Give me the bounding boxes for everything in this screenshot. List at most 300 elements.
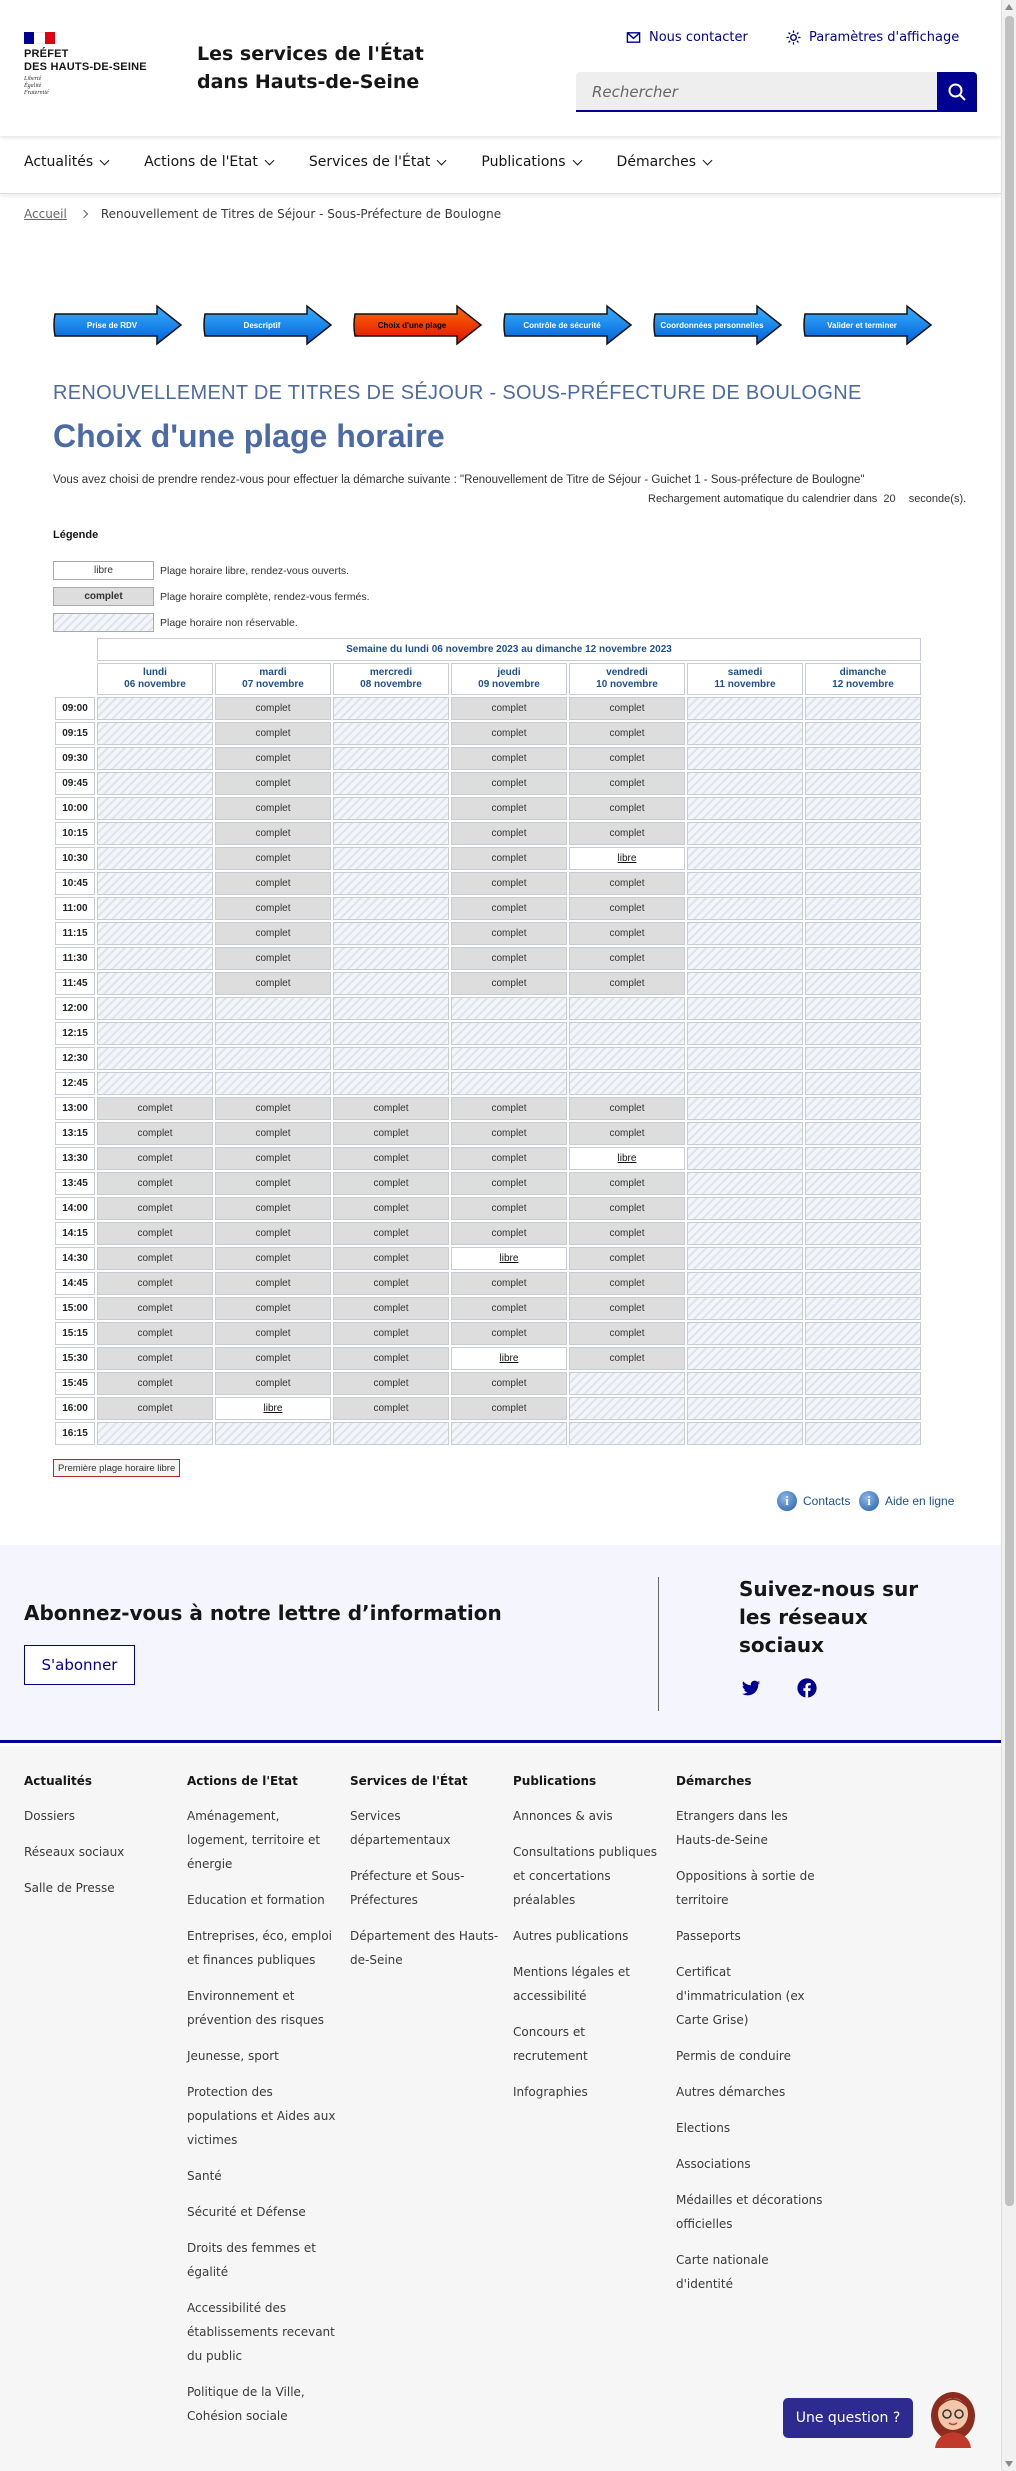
- slot-full: complet: [451, 1222, 567, 1245]
- slot-free-link[interactable]: libre: [499, 1353, 519, 1364]
- nav-item-label: Actions de l'Etat: [144, 154, 258, 170]
- slot-unavailable: [687, 1172, 803, 1195]
- slot-full: complet: [215, 1372, 331, 1395]
- slot-unavailable: [451, 997, 567, 1020]
- step-label: Valider et terminer: [827, 320, 897, 330]
- slot-unavailable: [451, 1422, 567, 1445]
- day-header: [333, 663, 449, 695]
- footer-link[interactable]: Sécurité et Défense: [187, 2205, 306, 2219]
- footer-column-title: Actions de l'Etat: [187, 1774, 298, 1788]
- slot-full: complet: [569, 947, 685, 970]
- reload-seconds: 20: [883, 493, 896, 505]
- footer-link[interactable]: Mentions légales et accessibilité: [513, 1965, 630, 2003]
- footer-link[interactable]: Education et formation: [187, 1893, 325, 1907]
- social-title: Suivez-nous sur les réseaux sociaux: [739, 1577, 919, 1657]
- footer-link[interactable]: Permis de conduire: [676, 2049, 791, 2063]
- slot-unavailable: [333, 822, 449, 845]
- slot-full: complet: [97, 1297, 213, 1320]
- slot-unavailable: [333, 1047, 449, 1070]
- slot-unavailable: [97, 872, 213, 895]
- step-label: Contrôle de sécurité: [523, 320, 601, 330]
- time-row: [55, 997, 921, 1020]
- footer-link[interactable]: Politique de la Ville, Cohésion sociale: [187, 2385, 305, 2423]
- slot-full: complet: [333, 1247, 449, 1270]
- footer-link[interactable]: Environnement et prévention des risques: [187, 1989, 325, 2027]
- slot-unavailable: [805, 1347, 921, 1370]
- time-label: 16:00: [55, 1397, 95, 1420]
- slot-unavailable: [805, 1047, 921, 1070]
- time-row: [55, 697, 921, 720]
- time-row: [55, 822, 921, 845]
- chevron-down-icon: [100, 155, 110, 165]
- chevron-down-icon: [264, 155, 274, 165]
- slot-unavailable: [687, 872, 803, 895]
- procedure-title: RENOUVELLEMENT DE TITRES DE SÉJOUR - SOUS-PRÉFECTURE DE BOULOGNE: [53, 382, 862, 404]
- day-header: [687, 663, 803, 695]
- footer-link[interactable]: Réseaux sociaux: [24, 1845, 125, 1859]
- display-settings-link[interactable]: [786, 30, 959, 45]
- footer-link[interactable]: Aménagement, logement, territoire et énergie: [187, 1809, 321, 1871]
- slot-full: complet: [451, 847, 567, 870]
- slot-full: complet: [97, 1322, 213, 1345]
- help-link[interactable]: [859, 1491, 954, 1511]
- slot-full: complet: [569, 1297, 685, 1320]
- slot-unavailable: [805, 847, 921, 870]
- slot-free[interactable]: [451, 1247, 567, 1270]
- slot-unavailable: [333, 1422, 449, 1445]
- slot-full: complet: [97, 1122, 213, 1145]
- slot-full: complet: [97, 1372, 213, 1395]
- time-row: [55, 1047, 921, 1070]
- slot-unavailable: [687, 1197, 803, 1220]
- devise-2: Égalité: [24, 83, 42, 89]
- time-label: 11:30: [55, 947, 95, 970]
- nav-item[interactable]: [144, 138, 273, 186]
- time-row: [55, 922, 921, 945]
- footer-link[interactable]: Etrangers dans les Hauts-de-Seine: [676, 1809, 788, 1847]
- time-row: [55, 1022, 921, 1045]
- time-row: [55, 1172, 921, 1195]
- slot-unavailable: [687, 897, 803, 920]
- slot-full: complet: [569, 1122, 685, 1145]
- time-label: 14:00: [55, 1197, 95, 1220]
- slot-unavailable: [333, 847, 449, 870]
- slot-full: complet: [333, 1397, 449, 1420]
- slot-free-link[interactable]: libre: [617, 853, 637, 864]
- slot-free[interactable]: [569, 847, 685, 870]
- slot-full: complet: [451, 947, 567, 970]
- slot-full: complet: [97, 1222, 213, 1245]
- time-row: [55, 797, 921, 820]
- day-date: 11 novembre: [714, 679, 776, 690]
- slot-full: complet: [451, 822, 567, 845]
- slot-unavailable: [687, 797, 803, 820]
- slot-full: complet: [569, 872, 685, 895]
- slot-unavailable: [569, 1047, 685, 1070]
- slot-unavailable: [333, 947, 449, 970]
- slot-full: complet: [333, 1147, 449, 1170]
- nav-item-label: Publications: [481, 154, 566, 170]
- contacts-label: Contacts: [803, 1494, 851, 1508]
- day-date: 06 novembre: [124, 679, 186, 690]
- slot-unavailable: [805, 772, 921, 795]
- slot-full: complet: [333, 1372, 449, 1395]
- search-bar: [576, 72, 977, 112]
- slot-full: complet: [451, 1372, 567, 1395]
- slot-full: complet: [569, 772, 685, 795]
- time-label: 09:30: [55, 747, 95, 770]
- slot-full: complet: [451, 797, 567, 820]
- footer-link[interactable]: Dossiers: [24, 1809, 75, 1823]
- day-name: vendredi: [606, 667, 648, 678]
- day-name: mercredi: [369, 667, 413, 678]
- nav-item-label: Actualités: [24, 154, 94, 170]
- slot-unavailable: [333, 997, 449, 1020]
- time-row: [55, 1097, 921, 1120]
- slot-unavailable: [687, 772, 803, 795]
- step-progress: [53, 304, 933, 346]
- slot-unavailable: [215, 997, 331, 1020]
- footer-link[interactable]: Elections: [676, 2121, 731, 2135]
- slot-free[interactable]: [451, 1347, 567, 1370]
- legend-full-box: complet: [53, 587, 154, 606]
- nav-item[interactable]: [309, 138, 446, 186]
- scroll-down-icon[interactable]: [1005, 2461, 1013, 2467]
- slot-full: complet: [97, 1272, 213, 1295]
- time-row: [55, 897, 921, 920]
- slot-unavailable: [805, 997, 921, 1020]
- slot-unavailable: [97, 747, 213, 770]
- contacts-link[interactable]: [777, 1491, 850, 1511]
- legend-free: [53, 561, 349, 580]
- time-label: 12:45: [55, 1072, 95, 1095]
- time-row: [55, 972, 921, 995]
- slot-unavailable: [687, 747, 803, 770]
- slot-full: complet: [333, 1197, 449, 1220]
- slot-unavailable: [687, 1022, 803, 1045]
- time-row: [55, 872, 921, 895]
- marianne-block[interactable]: [24, 48, 147, 74]
- footer-link[interactable]: Droits des femmes et égalité: [187, 2241, 316, 2279]
- slot-full: complet: [215, 1197, 331, 1220]
- slot-full: complet: [451, 1097, 567, 1120]
- slot-unavailable: [687, 1372, 803, 1395]
- slot-full: complet: [333, 1297, 449, 1320]
- slot-full: complet: [97, 1347, 213, 1370]
- footer-link[interactable]: Département des Hauts-de-Seine: [350, 1929, 499, 1967]
- day-name: dimanche: [839, 667, 887, 678]
- footer-link[interactable]: Accessibilité des établissements recevant du public: [187, 2301, 335, 2363]
- devise-1: Liberté: [24, 76, 42, 82]
- slot-unavailable: [569, 997, 685, 1020]
- search-icon: [947, 82, 967, 102]
- time-label: 11:00: [55, 897, 95, 920]
- slot-full: complet: [333, 1122, 449, 1145]
- search-button[interactable]: [937, 72, 977, 112]
- day-name: lundi: [143, 667, 167, 678]
- slot-unavailable: [805, 1397, 921, 1420]
- slot-full: complet: [451, 1147, 567, 1170]
- slot-unavailable: [687, 1222, 803, 1245]
- slot-unavailable: [805, 1247, 921, 1270]
- step-3: [353, 304, 483, 346]
- slot-unavailable: [687, 1297, 803, 1320]
- slot-unavailable: [333, 897, 449, 920]
- site-title[interactable]: Les services de l'État dans Hauts-de-Seine: [197, 43, 424, 93]
- slot-full: complet: [569, 797, 685, 820]
- footer-link[interactable]: Associations: [676, 2157, 751, 2171]
- nav-item[interactable]: [24, 138, 108, 186]
- slot-full: complet: [333, 1222, 449, 1245]
- calendar-corner: [55, 638, 95, 661]
- slot-full: complet: [569, 1172, 685, 1195]
- nav-item[interactable]: [481, 138, 580, 186]
- slot-full: complet: [333, 1172, 449, 1195]
- slot-full: complet: [215, 1147, 331, 1170]
- slot-unavailable: [805, 1147, 921, 1170]
- slot-unavailable: [569, 1022, 685, 1045]
- contact-link[interactable]: [626, 30, 748, 45]
- slot-unavailable: [687, 1247, 803, 1270]
- slot-unavailable: [97, 1047, 213, 1070]
- slot-full: complet: [215, 1247, 331, 1270]
- legend-none-text: Plage horaire non réservable.: [160, 616, 298, 629]
- slot-full: complet: [215, 1322, 331, 1345]
- scroll-up-icon[interactable]: [1005, 4, 1013, 10]
- slot-unavailable: [569, 1072, 685, 1095]
- slot-free[interactable]: [215, 1397, 331, 1420]
- slot-full: complet: [215, 897, 331, 920]
- slot-unavailable: [333, 722, 449, 745]
- slot-unavailable: [805, 1372, 921, 1395]
- time-label: 14:30: [55, 1247, 95, 1270]
- info-icon: i: [777, 1491, 797, 1511]
- day-date: 09 novembre: [478, 679, 540, 690]
- slot-full: complet: [97, 1172, 213, 1195]
- time-label: 10:00: [55, 797, 95, 820]
- slot-unavailable: [805, 947, 921, 970]
- footer-link[interactable]: Entreprises, éco, emploi et finances publiques: [187, 1929, 332, 1967]
- time-label: 13:15: [55, 1122, 95, 1145]
- slot-full: complet: [215, 922, 331, 945]
- facebook-icon[interactable]: [796, 1677, 818, 1699]
- slot-full: complet: [215, 822, 331, 845]
- slot-full: complet: [97, 1397, 213, 1420]
- slot-full: complet: [451, 772, 567, 795]
- nav-item[interactable]: [617, 138, 712, 186]
- slot-full: complet: [97, 1247, 213, 1270]
- day-name: mardi: [259, 667, 287, 678]
- slot-full: complet: [215, 1222, 331, 1245]
- legend-none-box: [53, 613, 154, 632]
- time-row: [55, 947, 921, 970]
- slot-full: complet: [215, 1297, 331, 1320]
- slot-full: complet: [333, 1347, 449, 1370]
- breadcrumb: [24, 207, 501, 221]
- slot-full: complet: [451, 972, 567, 995]
- day-date: 08 novembre: [360, 679, 422, 690]
- slot-unavailable: [687, 1322, 803, 1345]
- footer-link[interactable]: Annonces & avis: [513, 1809, 613, 1823]
- footer-column: [187, 1774, 337, 2440]
- site-header: [0, 0, 1001, 136]
- time-row: [55, 1197, 921, 1220]
- footer-link[interactable]: Carte nationale d'identité: [676, 2253, 769, 2291]
- slot-unavailable: [451, 1072, 567, 1095]
- slot-unavailable: [97, 697, 213, 720]
- twitter-icon[interactable]: [740, 1677, 762, 1699]
- footer-link[interactable]: Certificat d'immatriculation (ex Carte Grise): [676, 1965, 805, 2027]
- slot-free-link[interactable]: libre: [617, 1153, 637, 1164]
- slot-unavailable: [805, 1172, 921, 1195]
- slot-unavailable: [805, 1422, 921, 1445]
- slot-unavailable: [805, 1322, 921, 1345]
- footer-link[interactable]: Infographies: [513, 2085, 588, 2099]
- legend-title: Légende: [53, 529, 99, 541]
- scrollbar-thumb[interactable]: [1005, 16, 1014, 2206]
- devise: [24, 76, 49, 97]
- slot-unavailable: [687, 1047, 803, 1070]
- page-heading: Choix d'une plage horaire: [53, 418, 445, 454]
- footer-column: [513, 1774, 663, 2116]
- help-label: Aide en ligne: [885, 1494, 955, 1508]
- footer-link[interactable]: Jeunesse, sport: [187, 2049, 279, 2063]
- breadcrumb-separator-icon: [80, 210, 88, 218]
- time-row: [55, 1297, 921, 1320]
- divider: [658, 1577, 659, 1711]
- footer-link[interactable]: Santé: [187, 2169, 222, 2183]
- slot-full: complet: [215, 1097, 331, 1120]
- slot-unavailable: [97, 847, 213, 870]
- slot-unavailable: [569, 1372, 685, 1395]
- day-header: [97, 663, 213, 695]
- slot-unavailable: [333, 797, 449, 820]
- time-label: 09:15: [55, 722, 95, 745]
- slot-full: complet: [569, 1247, 685, 1270]
- footer-link[interactable]: Concours et recrutement: [513, 2025, 588, 2063]
- time-label: 11:45: [55, 972, 95, 995]
- slot-full: complet: [569, 897, 685, 920]
- footer-column-title: Démarches: [676, 1774, 752, 1788]
- footer-link[interactable]: Médailles et décorations officielles: [676, 2193, 823, 2231]
- time-row: [55, 1272, 921, 1295]
- time-label: 13:45: [55, 1172, 95, 1195]
- time-row: [55, 722, 921, 745]
- slot-unavailable: [805, 697, 921, 720]
- slot-unavailable: [687, 822, 803, 845]
- footer-link[interactable]: Services départementaux: [350, 1809, 451, 1847]
- time-label: 12:00: [55, 997, 95, 1020]
- slot-full: complet: [569, 1322, 685, 1345]
- day-header: [451, 663, 567, 695]
- main-nav: [0, 138, 1001, 194]
- slot-unavailable: [333, 1072, 449, 1095]
- time-label: 14:45: [55, 1272, 95, 1295]
- sun-icon: [786, 30, 801, 45]
- chevron-down-icon: [437, 155, 447, 165]
- time-label: 15:45: [55, 1372, 95, 1395]
- footer-link[interactable]: Oppositions à sortie de territoire: [676, 1869, 815, 1907]
- footer-link[interactable]: Consultations publiques et concertations préalables: [513, 1845, 657, 1907]
- slot-free[interactable]: [569, 1147, 685, 1170]
- breadcrumb-home[interactable]: Accueil: [24, 207, 67, 221]
- chevron-down-icon: [572, 155, 582, 165]
- slot-unavailable: [687, 1347, 803, 1370]
- footer-column: [676, 1774, 826, 2308]
- slot-full: complet: [451, 697, 567, 720]
- time-label: 15:15: [55, 1322, 95, 1345]
- nav-item-label: Services de l'État: [308, 154, 431, 170]
- slot-unavailable: [333, 972, 449, 995]
- slot-unavailable: [215, 1072, 331, 1095]
- day-name: jeudi: [497, 667, 521, 678]
- display-label: Paramètres d'affichage: [809, 30, 960, 45]
- time-label: 14:15: [55, 1222, 95, 1245]
- search-input[interactable]: Rechercher: [576, 72, 937, 112]
- chat-button[interactable]: Une question ?: [783, 2398, 913, 2438]
- info-icon: i: [859, 1491, 879, 1511]
- slot-unavailable: [97, 997, 213, 1020]
- slot-unavailable: [687, 1272, 803, 1295]
- time-label: 09:45: [55, 772, 95, 795]
- step-1: [53, 304, 183, 346]
- time-row: [55, 1222, 921, 1245]
- footer-link[interactable]: Autres publications: [513, 1929, 629, 1943]
- time-label: 13:30: [55, 1147, 95, 1170]
- time-label: 10:30: [55, 847, 95, 870]
- slot-full: complet: [215, 722, 331, 745]
- newsletter-title: Abonnez-vous à notre lettre d’information: [24, 1601, 502, 1625]
- slot-unavailable: [333, 872, 449, 895]
- footer-link[interactable]: Autres démarches: [676, 2085, 786, 2099]
- slot-full: complet: [569, 1222, 685, 1245]
- footer-link[interactable]: Salle de Presse: [24, 1881, 115, 1895]
- slot-unavailable: [805, 1272, 921, 1295]
- time-row: [55, 1247, 921, 1270]
- flag-logo[interactable]: [24, 32, 55, 44]
- slot-unavailable: [805, 1022, 921, 1045]
- time-label: 13:00: [55, 1097, 95, 1120]
- slot-full: complet: [451, 1322, 567, 1345]
- slot-free-link[interactable]: libre: [499, 1253, 519, 1264]
- slot-unavailable: [805, 1072, 921, 1095]
- slot-full: complet: [451, 1172, 567, 1195]
- vertical-scrollbar[interactable]: [1001, 0, 1016, 2471]
- slot-unavailable: [687, 1397, 803, 1420]
- step-5: [653, 304, 783, 346]
- slot-full: complet: [569, 972, 685, 995]
- footer-link[interactable]: Protection des populations et Aides aux victimes: [187, 2085, 336, 2147]
- subscribe-button[interactable]: S'abonner: [24, 1645, 135, 1685]
- slot-unavailable: [687, 997, 803, 1020]
- footer-link[interactable]: Préfecture et Sous-Préfectures: [350, 1869, 465, 1907]
- day-date: 10 novembre: [596, 679, 658, 690]
- chatbot-avatar-icon[interactable]: [925, 2386, 981, 2448]
- time-label: 15:30: [55, 1347, 95, 1370]
- intro-text: Vous avez choisi de prendre rendez-vous pour effectuer la démarche suivante : "Renouvellement de Titre de Séjour - Guichet 1 - Sous-préfecture de Boulogne": [53, 474, 865, 486]
- slot-unavailable: [333, 1022, 449, 1045]
- slot-free-link[interactable]: libre: [263, 1403, 283, 1414]
- time-label: 16:15: [55, 1422, 95, 1445]
- time-row: [55, 1122, 921, 1145]
- slot-full: complet: [569, 1347, 685, 1370]
- first-free-slot-button[interactable]: Première plage horaire libre: [53, 1459, 180, 1477]
- time-row: [55, 1372, 921, 1395]
- time-row: [55, 1347, 921, 1370]
- step-label: Choix d'une plage: [377, 320, 447, 330]
- footer-link[interactable]: Passeports: [676, 1929, 741, 1943]
- slot-unavailable: [687, 697, 803, 720]
